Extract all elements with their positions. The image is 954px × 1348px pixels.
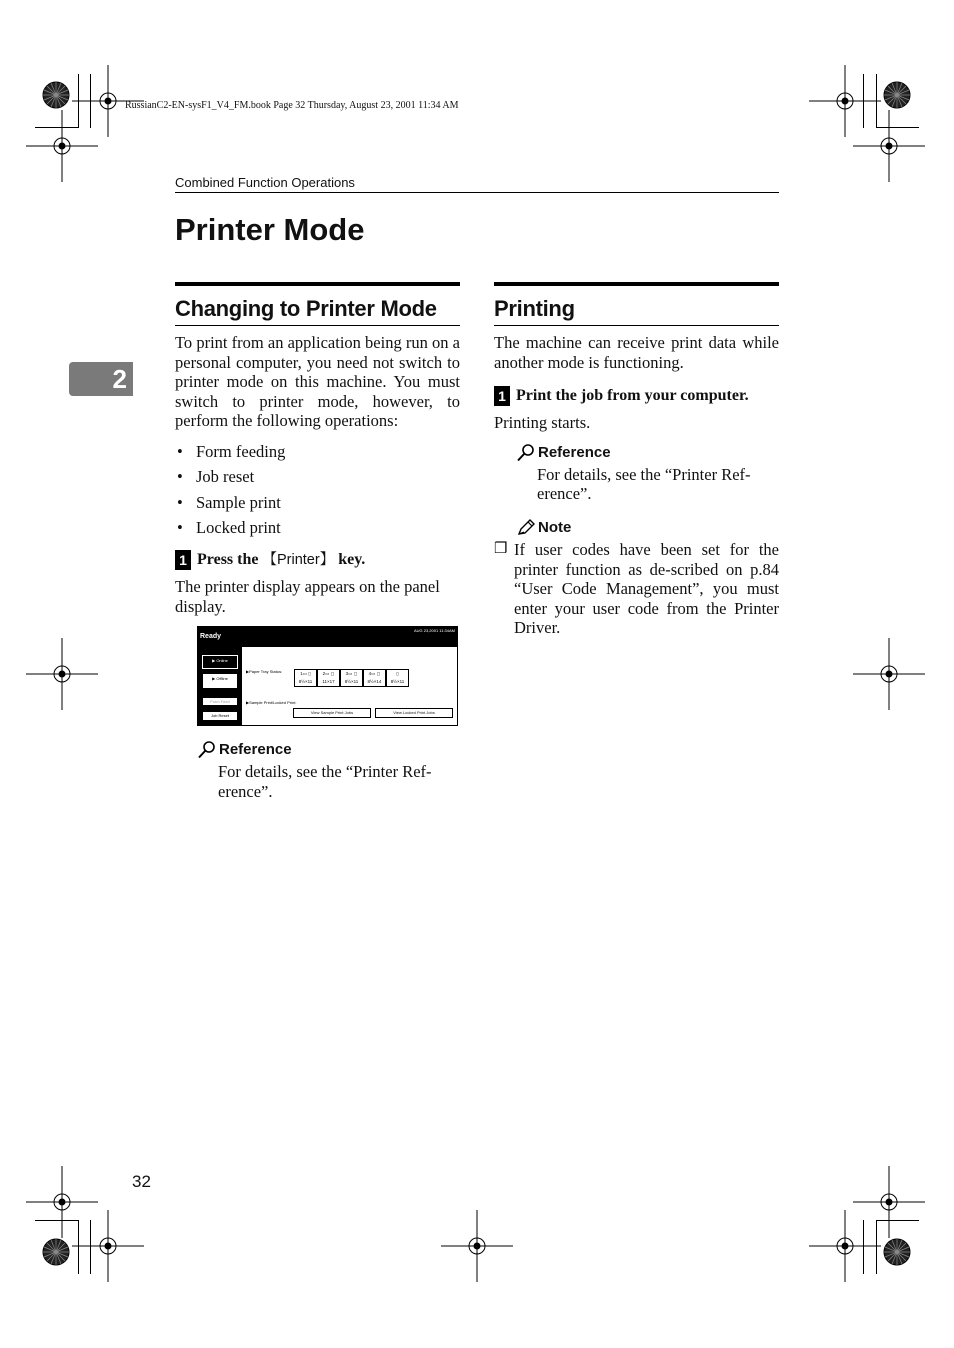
section-heading-printing: Printing (494, 282, 779, 326)
header-rule (175, 192, 779, 193)
list-item: • Job reset (177, 467, 255, 487)
section-heading-changing: Changing to Printer Mode (175, 282, 460, 326)
step-number: 1 (494, 386, 510, 406)
registration-target-icon (809, 65, 881, 137)
magnifier-icon (516, 443, 536, 463)
reference-heading: Reference (197, 740, 460, 760)
offline-button[interactable]: ▶ Offline (202, 673, 238, 689)
registration-target-icon (853, 110, 925, 182)
checkbox-square-icon: ❒ (494, 540, 508, 557)
registration-target-icon (72, 1210, 144, 1282)
step-result: Printing starts. (494, 413, 591, 433)
registration-target-icon (853, 1166, 925, 1238)
panel-clock: AUG 23,2001 11:34AM (413, 628, 455, 634)
printing-intro: The machine can receive print data while another mode is functioning. (494, 333, 779, 372)
registration-target-icon (809, 1210, 881, 1282)
paper-tray-status-label: ▶Paper Tray Status: (246, 669, 283, 675)
form-feed-button[interactable]: Form Feed (202, 697, 238, 706)
tray-2: 2▭ ◻ 11×17 (317, 669, 340, 687)
tray-3: 3▭ ◻ 8½×11 (340, 669, 363, 687)
note-heading: Note (516, 518, 779, 538)
left-column (175, 282, 460, 801)
page-title: Printer Mode (175, 212, 365, 247)
step-1: 1 Print the job from your computer. (494, 386, 779, 406)
running-head: Combined Function Operations (175, 175, 355, 190)
reference-text: For details, see the “Printer Ref-erence”. (537, 464, 751, 504)
list-item: • Sample print (177, 492, 281, 512)
tray-1: 1▭ ▯ 8½×11 (294, 669, 317, 687)
step-1: 1 Press the 【Printer】 key. (175, 550, 460, 570)
tray-4: 4▭ ◻ 8½×14 (363, 669, 386, 687)
printer-key-label: Printer (276, 551, 320, 568)
chapter-tab: 2 (69, 362, 133, 396)
note-item (494, 540, 779, 638)
color-rosette-icon (884, 1239, 910, 1265)
color-rosette-icon (43, 82, 69, 108)
operations-list (175, 439, 460, 541)
view-sample-jobs-button[interactable]: View Sample Print Jobs (293, 708, 371, 718)
step-result: The printer display appears on the panel display. (175, 576, 440, 616)
registration-target-icon (26, 1166, 98, 1238)
panel-status-bar (198, 627, 457, 647)
list-item: • Form feeding (177, 441, 286, 461)
job-reset-button[interactable]: Job Reset (202, 711, 238, 721)
right-column (494, 282, 779, 638)
note-text: If user codes have been set for the printer function as de-scribed on p.84 “User Code Management”, you must enter your user code from the Printer Driver. (514, 539, 779, 638)
step-number: 1 (175, 550, 191, 570)
tray-bypass: ▯ 8½×11 (386, 669, 409, 687)
sample-locked-label: ▶Sample Print/Locked Print: (246, 700, 297, 706)
registration-target-icon (26, 110, 98, 182)
reference-text: For details, see the “Printer Ref-erence”. (218, 762, 432, 801)
color-rosette-icon (43, 1239, 69, 1265)
registration-target-icon (26, 638, 98, 710)
printer-panel-display (197, 626, 458, 726)
panel-status: Ready (200, 633, 222, 641)
magnifier-icon (197, 740, 217, 760)
pencil-icon (516, 519, 536, 537)
view-locked-jobs-button[interactable]: View Locked Print Jobs (375, 708, 453, 718)
registration-target-icon (441, 1210, 513, 1282)
color-rosette-icon (884, 82, 910, 108)
online-button[interactable]: ▶ Online (202, 655, 238, 669)
reference-heading: Reference (516, 443, 779, 463)
intro-paragraph: To print from an application being run on a personal computer, you need not switch to printer mode on this machine. You must switch to printer mode, however, to perform the following operations: (175, 333, 460, 431)
page-number: 32 (132, 1172, 151, 1191)
list-item: • Locked print (177, 518, 281, 538)
registration-target-icon (853, 638, 925, 710)
book-info-line: RussianC2-EN-sysF1_V4_FM.book Page 32 Thursday, August 23, 2001 11:34 AM (125, 100, 459, 111)
